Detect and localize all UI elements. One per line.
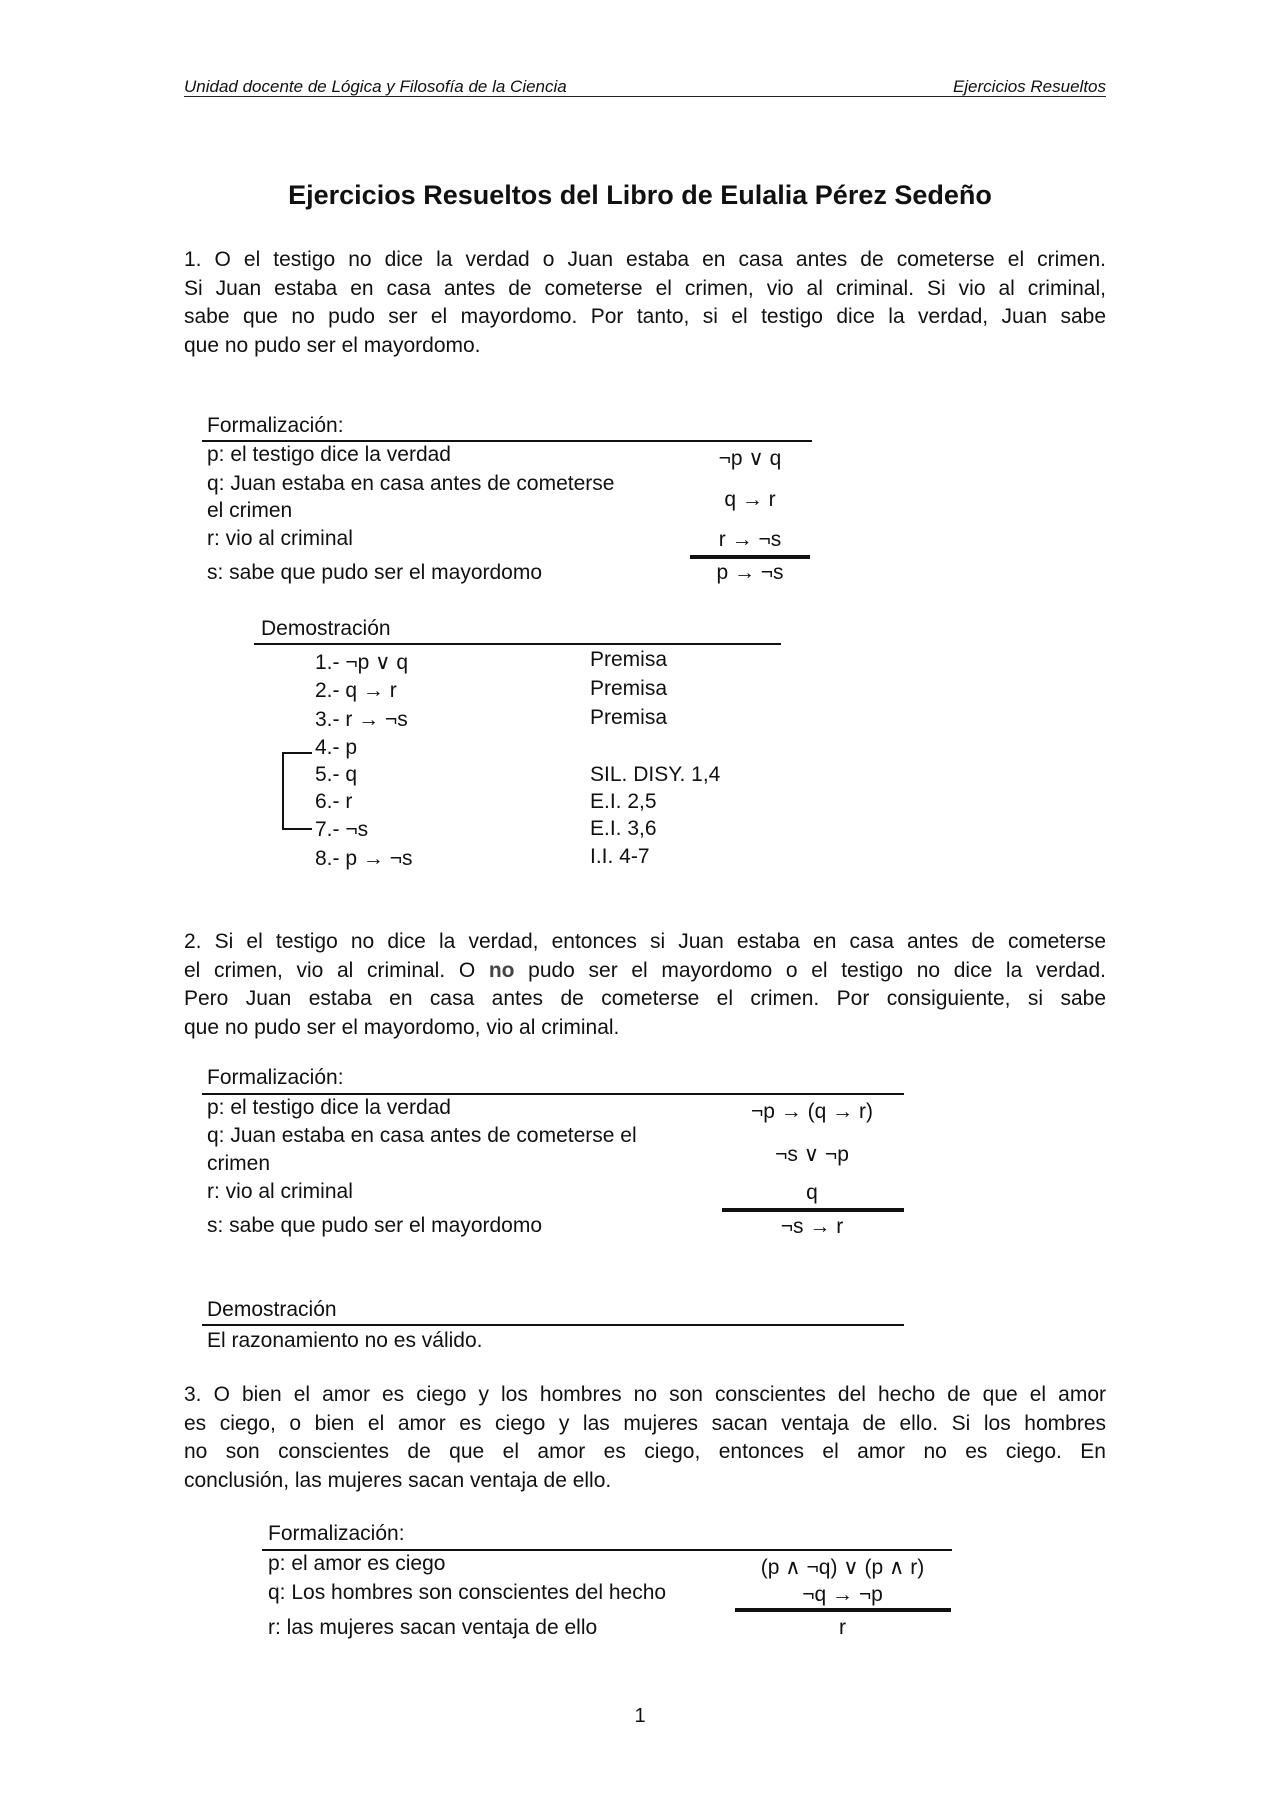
proof-step: 2.- q → r	[315, 679, 397, 702]
exercise-2-statement	[184, 928, 1106, 1042]
subproof-bracket-bottom	[282, 828, 312, 830]
exercise-1-line: 1. O el testigo no dice la verdad o Juan estaba en casa antes de cometerse el crimen.	[184, 248, 1106, 271]
proof-justification: SIL. DISY. 1,4	[590, 763, 721, 786]
proof-result: El razonamiento no es válido.	[207, 1329, 483, 1352]
variable-p: p: el testigo dice la verdad	[207, 1096, 451, 1119]
exercise-3-line: es ciego, o bien el amor es ciego y las mujeres sacan ventaja de ello. Si los hombres	[184, 1411, 1106, 1435]
proof-step: 1.- ¬p ∨ q	[315, 651, 409, 674]
proof-step: 5.- q	[315, 763, 358, 786]
exercise-3-line: 3. O bien el amor es ciego y los hombres no son conscientes del hecho de que el amor	[184, 1383, 1106, 1406]
proof-step: 4.- p	[315, 736, 358, 759]
inference-line	[735, 1608, 951, 1612]
page-title: Ejercicios Resueltos del Libro de Eulalia Pérez Sedeño	[288, 180, 992, 210]
variable-q: q: Juan estaba en casa antes de cometerse	[207, 472, 615, 495]
proof-justification: Premisa	[590, 706, 668, 729]
variable-q-cont: el crimen	[207, 499, 293, 522]
variable-r: r: las mujeres sacan ventaja de ello	[268, 1616, 598, 1639]
variable-p: p: el amor es ciego	[268, 1552, 446, 1575]
proof-justification: Premisa	[590, 648, 668, 671]
header-left: Unidad docente de Lógica y Filosofía de la Ciencia	[184, 77, 567, 96]
proof-justification: E.I. 3,6	[590, 817, 657, 840]
formalization-heading: Formalización:	[268, 1522, 405, 1545]
proof-justification: I.I. 4-7	[590, 845, 650, 868]
header-rule	[184, 96, 1106, 97]
formalization-rule	[202, 440, 812, 442]
exercise-2-line: que no pudo ser el mayordomo, vio al criminal.	[184, 1015, 620, 1039]
subproof-bracket-top	[282, 752, 312, 754]
formalization-rule	[202, 1093, 904, 1095]
exercise-1-line: sabe que no pudo ser el mayordomo. Por tanto, si el testigo dice la verdad, Juan sabe	[184, 305, 1106, 328]
variable-q-cont: crimen	[207, 1152, 271, 1175]
premise-1: ¬p → (q → r)	[751, 1100, 873, 1123]
premise-1: ¬p ∨ q	[718, 447, 782, 470]
proof-heading: Demostración	[207, 1298, 337, 1321]
proof-step: 8.- p → ¬s	[315, 847, 413, 870]
proof-justification: E.I. 2,5	[590, 790, 657, 813]
conclusion: r	[839, 1616, 846, 1639]
premise-2: ¬q → ¬p	[802, 1583, 883, 1606]
variable-r: r: vio al criminal	[207, 527, 353, 550]
exercise-2-line: 2. Si el testigo no dice la verdad, entonces si Juan estaba en casa antes de cometerse	[184, 930, 1106, 953]
exercise-3-line: no son conscientes de que el amor es ciego, entonces el amor no es ciego. En	[184, 1440, 1106, 1463]
proof-rule	[254, 643, 781, 645]
exercise-1-line: Si Juan estaba en casa antes de cometerse el crimen, vio al criminal. Si vio al criminal,	[184, 276, 1106, 300]
inference-line	[690, 555, 810, 559]
exercise-2-line: el crimen, vio al criminal. O no pudo ser el mayordomo o el testigo no dice la verdad.	[184, 958, 1106, 982]
proof-step: 7.- ¬s	[315, 818, 369, 841]
formalization-rule	[262, 1549, 952, 1551]
proof-step: 6.- r	[315, 790, 353, 813]
premise-2: ¬s ∨ ¬p	[775, 1143, 849, 1166]
conclusion: ¬s → r	[780, 1215, 844, 1238]
formalization-heading: Formalización:	[207, 414, 344, 437]
exercise-1-line: que no pudo ser el mayordomo.	[184, 333, 481, 357]
formalization-heading: Formalización:	[207, 1066, 344, 1089]
subproof-bracket	[282, 752, 284, 828]
exercise-3-line: conclusión, las mujeres sacan ventaja de ello.	[184, 1468, 612, 1492]
header-right: Ejercicios Resueltos	[952, 77, 1106, 96]
premise-2: q → r	[724, 488, 776, 511]
premise-3: q	[806, 1181, 818, 1204]
proof-justification: Premisa	[590, 677, 668, 700]
premise-3: r → ¬s	[718, 528, 782, 551]
exercise-1-statement	[184, 246, 1106, 360]
emphasis-no: no	[488, 958, 515, 982]
variable-q: q: Los hombres son conscientes del hecho	[268, 1581, 667, 1604]
inference-line	[722, 1208, 904, 1212]
page-number: 1	[634, 1705, 646, 1727]
exercise-3-statement	[184, 1381, 1106, 1495]
variable-q: q: Juan estaba en casa antes de cometerse el	[207, 1124, 637, 1147]
exercise-2-line: Pero Juan estaba en casa antes de cometerse el crimen. Por consiguiente, si sabe	[184, 987, 1106, 1010]
proof-step: 3.- r → ¬s	[315, 708, 408, 731]
variable-s: s: sabe que pudo ser el mayordomo	[207, 1214, 543, 1237]
conclusion: p → ¬s	[716, 561, 784, 584]
proof-rule	[202, 1324, 904, 1326]
variable-p: p: el testigo dice la verdad	[207, 443, 451, 466]
variable-s: s: sabe que pudo ser el mayordomo	[207, 561, 543, 584]
premise-1: (p ∧ ¬q) ∨ (p ∧ r)	[760, 1556, 925, 1579]
variable-r: r: vio al criminal	[207, 1180, 353, 1203]
proof-heading: Demostración	[261, 617, 391, 640]
